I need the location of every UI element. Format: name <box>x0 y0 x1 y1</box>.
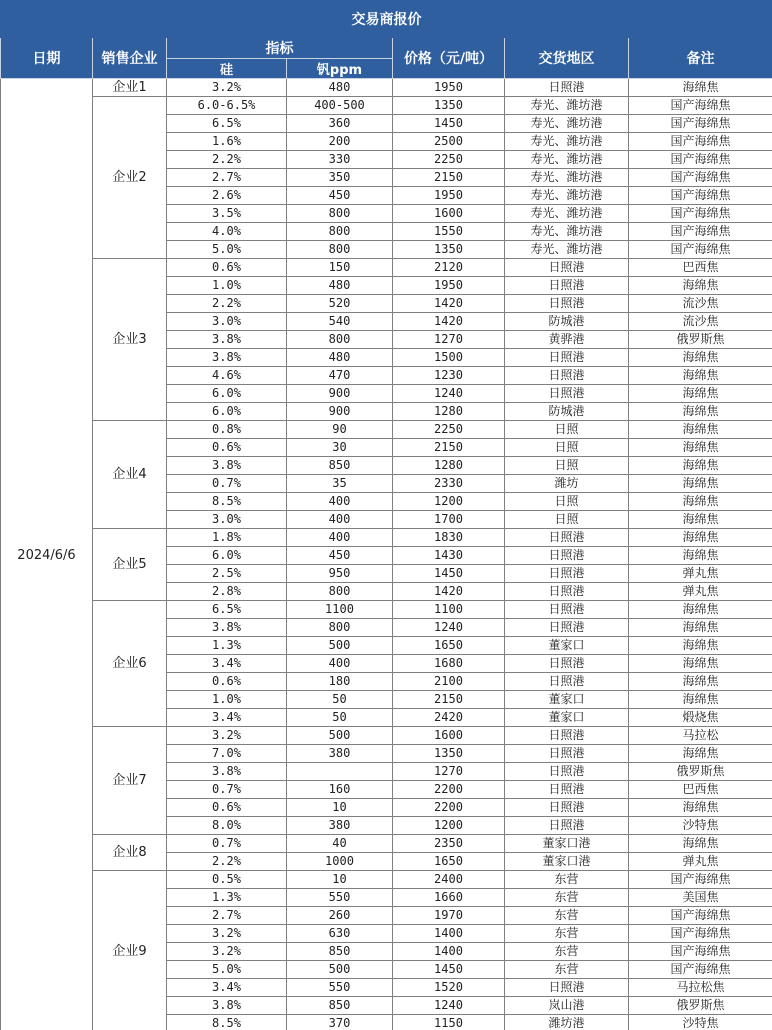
si-cell: 0.6% <box>167 439 287 457</box>
note-cell: 国产海绵焦 <box>629 187 772 205</box>
v-cell: 800 <box>287 583 393 601</box>
table-row <box>1 79 772 97</box>
v-cell: 50 <box>287 709 393 727</box>
note-cell: 流沙焦 <box>629 295 772 313</box>
price-cell: 1230 <box>393 367 505 385</box>
delivery-cell: 寿光、潍坊港 <box>505 205 629 223</box>
si-cell: 0.8% <box>167 421 287 439</box>
price-cell: 1650 <box>393 637 505 655</box>
si-cell: 3.2% <box>167 79 287 97</box>
header-indicator: 指标 <box>167 38 393 59</box>
v-cell: 800 <box>287 223 393 241</box>
si-cell: 1.0% <box>167 691 287 709</box>
note-cell: 国产海绵焦 <box>629 151 772 169</box>
delivery-cell: 董家口 <box>505 637 629 655</box>
table-body <box>1 79 772 1030</box>
delivery-cell: 日照港 <box>505 385 629 403</box>
v-cell: 35 <box>287 475 393 493</box>
price-cell: 2120 <box>393 259 505 277</box>
price-cell: 2150 <box>393 691 505 709</box>
price-cell: 1240 <box>393 619 505 637</box>
note-cell: 沙特焦 <box>629 817 772 835</box>
v-cell: 400 <box>287 493 393 511</box>
table-row <box>1 259 772 277</box>
price-cell: 1280 <box>393 457 505 475</box>
note-cell: 海绵焦 <box>629 799 772 817</box>
v-cell: 850 <box>287 457 393 475</box>
si-cell: 0.7% <box>167 835 287 853</box>
v-cell: 150 <box>287 259 393 277</box>
delivery-cell: 寿光、潍坊港 <box>505 115 629 133</box>
si-cell: 2.6% <box>167 187 287 205</box>
header-v: 钒ppm <box>287 59 393 79</box>
company-cell: 企业1 <box>93 79 167 97</box>
delivery-cell: 日照港 <box>505 79 629 97</box>
note-cell: 国产海绵焦 <box>629 223 772 241</box>
note-cell: 海绵焦 <box>629 385 772 403</box>
delivery-cell: 日照 <box>505 457 629 475</box>
v-cell: 450 <box>287 547 393 565</box>
si-cell: 1.3% <box>167 889 287 907</box>
v-cell: 540 <box>287 313 393 331</box>
delivery-cell: 日照 <box>505 421 629 439</box>
price-cell: 1950 <box>393 187 505 205</box>
note-cell: 海绵焦 <box>629 367 772 385</box>
note-cell: 俄罗斯焦 <box>629 997 772 1015</box>
si-cell: 3.0% <box>167 313 287 331</box>
delivery-cell: 日照 <box>505 439 629 457</box>
si-cell: 6.5% <box>167 115 287 133</box>
note-cell: 弹丸焦 <box>629 853 772 871</box>
company-cell: 企业8 <box>93 835 167 871</box>
price-cell: 1600 <box>393 205 505 223</box>
si-cell: 6.0% <box>167 403 287 421</box>
note-cell: 海绵焦 <box>629 421 772 439</box>
delivery-cell: 东营 <box>505 907 629 925</box>
note-cell: 马拉松 <box>629 727 772 745</box>
si-cell: 1.8% <box>167 529 287 547</box>
note-cell: 马拉松焦 <box>629 979 772 997</box>
note-cell: 海绵焦 <box>629 511 772 529</box>
v-cell: 10 <box>287 871 393 889</box>
price-cell: 1500 <box>393 349 505 367</box>
price-cell: 1240 <box>393 997 505 1015</box>
si-cell: 0.6% <box>167 259 287 277</box>
price-cell: 2150 <box>393 439 505 457</box>
si-cell: 6.5% <box>167 601 287 619</box>
v-cell: 550 <box>287 889 393 907</box>
delivery-cell: 东营 <box>505 943 629 961</box>
v-cell: 160 <box>287 781 393 799</box>
note-cell: 国产海绵焦 <box>629 241 772 259</box>
price-cell: 1660 <box>393 889 505 907</box>
delivery-cell: 日照港 <box>505 727 629 745</box>
note-cell: 海绵焦 <box>629 493 772 511</box>
date-cell: 2024/6/6 <box>1 79 93 1030</box>
price-cell: 1600 <box>393 727 505 745</box>
delivery-cell: 日照港 <box>505 673 629 691</box>
v-cell: 800 <box>287 619 393 637</box>
company-cell: 企业2 <box>93 97 167 259</box>
delivery-cell: 潍坊 <box>505 475 629 493</box>
si-cell: 3.2% <box>167 727 287 745</box>
delivery-cell: 日照港 <box>505 619 629 637</box>
note-cell: 海绵焦 <box>629 745 772 763</box>
si-cell: 3.4% <box>167 709 287 727</box>
note-cell: 海绵焦 <box>629 691 772 709</box>
v-cell: 40 <box>287 835 393 853</box>
v-cell: 330 <box>287 151 393 169</box>
note-cell: 国产海绵焦 <box>629 943 772 961</box>
note-cell: 流沙焦 <box>629 313 772 331</box>
si-cell: 5.0% <box>167 241 287 259</box>
v-cell: 630 <box>287 925 393 943</box>
note-cell: 国产海绵焦 <box>629 97 772 115</box>
note-cell: 国产海绵焦 <box>629 907 772 925</box>
note-cell: 国产海绵焦 <box>629 205 772 223</box>
delivery-cell: 日照港 <box>505 367 629 385</box>
delivery-cell: 东营 <box>505 961 629 979</box>
v-cell: 800 <box>287 241 393 259</box>
price-cell: 1350 <box>393 97 505 115</box>
note-cell: 国产海绵焦 <box>629 115 772 133</box>
delivery-cell: 日照港 <box>505 655 629 673</box>
v-cell: 380 <box>287 817 393 835</box>
price-cell: 1450 <box>393 961 505 979</box>
note-cell: 弹丸焦 <box>629 565 772 583</box>
table-row <box>1 529 772 547</box>
si-cell: 2.2% <box>167 151 287 169</box>
delivery-cell: 岚山港 <box>505 997 629 1015</box>
table-row <box>1 601 772 619</box>
price-cell: 1950 <box>393 277 505 295</box>
delivery-cell: 日照港 <box>505 277 629 295</box>
company-cell: 企业3 <box>93 259 167 421</box>
note-cell: 海绵焦 <box>629 277 772 295</box>
note-cell: 海绵焦 <box>629 547 772 565</box>
si-cell: 4.0% <box>167 223 287 241</box>
delivery-cell: 寿光、潍坊港 <box>505 223 629 241</box>
table-row <box>1 871 772 889</box>
price-cell: 1430 <box>393 547 505 565</box>
note-cell: 弹丸焦 <box>629 583 772 601</box>
price-cell: 1280 <box>393 403 505 421</box>
v-cell: 480 <box>287 79 393 97</box>
note-cell: 俄罗斯焦 <box>629 763 772 781</box>
v-cell: 400 <box>287 511 393 529</box>
si-cell: 3.8% <box>167 763 287 781</box>
note-cell: 海绵焦 <box>629 475 772 493</box>
price-cell: 1400 <box>393 925 505 943</box>
v-cell: 350 <box>287 169 393 187</box>
price-cell: 1450 <box>393 115 505 133</box>
note-cell: 海绵焦 <box>629 673 772 691</box>
v-cell: 10 <box>287 799 393 817</box>
si-cell: 6.0% <box>167 385 287 403</box>
note-cell: 海绵焦 <box>629 79 772 97</box>
v-cell: 360 <box>287 115 393 133</box>
delivery-cell: 日照港 <box>505 763 629 781</box>
v-cell: 370 <box>287 1015 393 1030</box>
note-cell: 海绵焦 <box>629 655 772 673</box>
delivery-cell: 寿光、潍坊港 <box>505 97 629 115</box>
price-cell: 1100 <box>393 601 505 619</box>
delivery-cell: 寿光、潍坊港 <box>505 151 629 169</box>
price-cell: 1830 <box>393 529 505 547</box>
si-cell: 4.6% <box>167 367 287 385</box>
delivery-cell: 日照港 <box>505 529 629 547</box>
v-cell: 800 <box>287 331 393 349</box>
price-cell: 2500 <box>393 133 505 151</box>
company-cell: 企业5 <box>93 529 167 601</box>
delivery-cell: 日照港 <box>505 583 629 601</box>
delivery-cell: 东营 <box>505 871 629 889</box>
price-cell: 1420 <box>393 583 505 601</box>
delivery-cell: 日照 <box>505 493 629 511</box>
si-cell: 3.8% <box>167 457 287 475</box>
header-note: 备注 <box>629 38 772 79</box>
company-cell: 企业6 <box>93 601 167 727</box>
delivery-cell: 东营 <box>505 925 629 943</box>
price-cell: 1350 <box>393 241 505 259</box>
si-cell: 3.8% <box>167 619 287 637</box>
price-cell: 1200 <box>393 493 505 511</box>
note-cell: 煅烧焦 <box>629 709 772 727</box>
price-cell: 2350 <box>393 835 505 853</box>
price-cell: 1650 <box>393 853 505 871</box>
table-title: 交易商报价 <box>1 1 772 38</box>
si-cell: 0.6% <box>167 673 287 691</box>
v-cell: 900 <box>287 403 393 421</box>
note-cell: 海绵焦 <box>629 439 772 457</box>
delivery-cell: 董家口港 <box>505 835 629 853</box>
delivery-cell: 日照港 <box>505 259 629 277</box>
si-cell: 3.8% <box>167 349 287 367</box>
price-cell: 1150 <box>393 1015 505 1030</box>
company-cell: 企业7 <box>93 727 167 835</box>
note-cell: 俄罗斯焦 <box>629 331 772 349</box>
note-cell: 国产海绵焦 <box>629 871 772 889</box>
delivery-cell: 防城港 <box>505 313 629 331</box>
header-date: 日期 <box>1 38 93 79</box>
si-cell: 3.5% <box>167 205 287 223</box>
note-cell: 海绵焦 <box>629 619 772 637</box>
company-cell: 企业4 <box>93 421 167 529</box>
delivery-cell: 日照港 <box>505 349 629 367</box>
v-cell: 850 <box>287 943 393 961</box>
price-cell: 1450 <box>393 565 505 583</box>
price-cell: 1270 <box>393 331 505 349</box>
v-cell: 400 <box>287 655 393 673</box>
delivery-cell: 日照港 <box>505 547 629 565</box>
si-cell: 1.6% <box>167 133 287 151</box>
price-cell: 1240 <box>393 385 505 403</box>
v-cell: 480 <box>287 349 393 367</box>
v-cell: 480 <box>287 277 393 295</box>
v-cell: 800 <box>287 205 393 223</box>
v-cell: 520 <box>287 295 393 313</box>
delivery-cell: 寿光、潍坊港 <box>505 241 629 259</box>
si-cell: 1.3% <box>167 637 287 655</box>
price-cell: 1200 <box>393 817 505 835</box>
v-cell: 500 <box>287 637 393 655</box>
v-cell: 900 <box>287 385 393 403</box>
delivery-cell: 潍坊港 <box>505 1015 629 1030</box>
si-cell: 2.2% <box>167 853 287 871</box>
table-row <box>1 97 772 115</box>
note-cell: 海绵焦 <box>629 835 772 853</box>
note-cell: 国产海绵焦 <box>629 961 772 979</box>
delivery-cell: 日照港 <box>505 745 629 763</box>
v-cell <box>287 763 393 781</box>
si-cell: 2.5% <box>167 565 287 583</box>
price-cell: 1970 <box>393 907 505 925</box>
delivery-cell: 日照港 <box>505 295 629 313</box>
table-row <box>1 421 772 439</box>
si-cell: 0.7% <box>167 781 287 799</box>
price-cell: 1400 <box>393 943 505 961</box>
si-cell: 8.5% <box>167 493 287 511</box>
delivery-cell: 董家口 <box>505 691 629 709</box>
v-cell: 850 <box>287 997 393 1015</box>
note-cell: 沙特焦 <box>629 1015 772 1030</box>
price-cell: 1420 <box>393 313 505 331</box>
price-cell: 2200 <box>393 799 505 817</box>
delivery-cell: 日照港 <box>505 799 629 817</box>
price-cell: 1700 <box>393 511 505 529</box>
price-cell: 2150 <box>393 169 505 187</box>
si-cell: 6.0% <box>167 547 287 565</box>
si-cell: 3.8% <box>167 997 287 1015</box>
price-cell: 1520 <box>393 979 505 997</box>
si-cell: 8.5% <box>167 1015 287 1030</box>
delivery-cell: 董家口 <box>505 709 629 727</box>
note-cell: 国产海绵焦 <box>629 133 772 151</box>
si-cell: 3.2% <box>167 943 287 961</box>
v-cell: 500 <box>287 961 393 979</box>
header-company: 销售企业 <box>93 38 167 79</box>
delivery-cell: 董家口港 <box>505 853 629 871</box>
note-cell: 海绵焦 <box>629 349 772 367</box>
delivery-cell: 寿光、潍坊港 <box>505 133 629 151</box>
note-cell: 海绵焦 <box>629 637 772 655</box>
price-cell: 2400 <box>393 871 505 889</box>
v-cell: 400-500 <box>287 97 393 115</box>
si-cell: 2.7% <box>167 907 287 925</box>
delivery-cell: 东营 <box>505 889 629 907</box>
v-cell: 470 <box>287 367 393 385</box>
si-cell: 3.8% <box>167 331 287 349</box>
si-cell: 2.8% <box>167 583 287 601</box>
note-cell: 国产海绵焦 <box>629 925 772 943</box>
v-cell: 180 <box>287 673 393 691</box>
v-cell: 30 <box>287 439 393 457</box>
v-cell: 500 <box>287 727 393 745</box>
price-cell: 1550 <box>393 223 505 241</box>
si-cell: 2.7% <box>167 169 287 187</box>
v-cell: 50 <box>287 691 393 709</box>
price-cell: 2250 <box>393 421 505 439</box>
price-cell: 2420 <box>393 709 505 727</box>
delivery-cell: 日照 <box>505 511 629 529</box>
si-cell: 2.2% <box>167 295 287 313</box>
company-cell: 企业9 <box>93 871 167 1030</box>
price-cell: 1350 <box>393 745 505 763</box>
price-cell: 1420 <box>393 295 505 313</box>
price-cell: 1680 <box>393 655 505 673</box>
price-cell: 2250 <box>393 151 505 169</box>
price-cell: 2330 <box>393 475 505 493</box>
si-cell: 0.5% <box>167 871 287 889</box>
header-price: 价格（元/吨） <box>393 38 505 79</box>
v-cell: 550 <box>287 979 393 997</box>
price-cell: 2200 <box>393 781 505 799</box>
delivery-cell: 日照港 <box>505 817 629 835</box>
si-cell: 3.2% <box>167 925 287 943</box>
si-cell: 0.6% <box>167 799 287 817</box>
price-cell: 2100 <box>393 673 505 691</box>
v-cell: 90 <box>287 421 393 439</box>
v-cell: 200 <box>287 133 393 151</box>
note-cell: 巴西焦 <box>629 781 772 799</box>
note-cell: 海绵焦 <box>629 457 772 475</box>
si-cell: 7.0% <box>167 745 287 763</box>
table-row <box>1 727 772 745</box>
note-cell: 海绵焦 <box>629 529 772 547</box>
price-cell: 1950 <box>393 79 505 97</box>
si-cell: 1.0% <box>167 277 287 295</box>
v-cell: 400 <box>287 529 393 547</box>
delivery-cell: 日照港 <box>505 601 629 619</box>
si-cell: 3.0% <box>167 511 287 529</box>
v-cell: 260 <box>287 907 393 925</box>
note-cell: 国产海绵焦 <box>629 169 772 187</box>
si-cell: 8.0% <box>167 817 287 835</box>
si-cell: 6.0-6.5% <box>167 97 287 115</box>
si-cell: 0.7% <box>167 475 287 493</box>
note-cell: 巴西焦 <box>629 259 772 277</box>
note-cell: 海绵焦 <box>629 403 772 421</box>
si-cell: 3.4% <box>167 655 287 673</box>
note-cell: 海绵焦 <box>629 601 772 619</box>
v-cell: 380 <box>287 745 393 763</box>
v-cell: 450 <box>287 187 393 205</box>
note-cell: 美国焦 <box>629 889 772 907</box>
table-row <box>1 835 772 853</box>
delivery-cell: 日照港 <box>505 979 629 997</box>
delivery-cell: 日照港 <box>505 565 629 583</box>
price-cell: 1270 <box>393 763 505 781</box>
si-cell: 3.4% <box>167 979 287 997</box>
delivery-cell: 寿光、潍坊港 <box>505 169 629 187</box>
si-cell: 5.0% <box>167 961 287 979</box>
v-cell: 1100 <box>287 601 393 619</box>
v-cell: 950 <box>287 565 393 583</box>
header-delivery: 交货地区 <box>505 38 629 79</box>
v-cell: 1000 <box>287 853 393 871</box>
delivery-cell: 日照港 <box>505 781 629 799</box>
delivery-cell: 寿光、潍坊港 <box>505 187 629 205</box>
header-si: 硅 <box>167 59 287 79</box>
delivery-cell: 黄骅港 <box>505 331 629 349</box>
delivery-cell: 防城港 <box>505 403 629 421</box>
